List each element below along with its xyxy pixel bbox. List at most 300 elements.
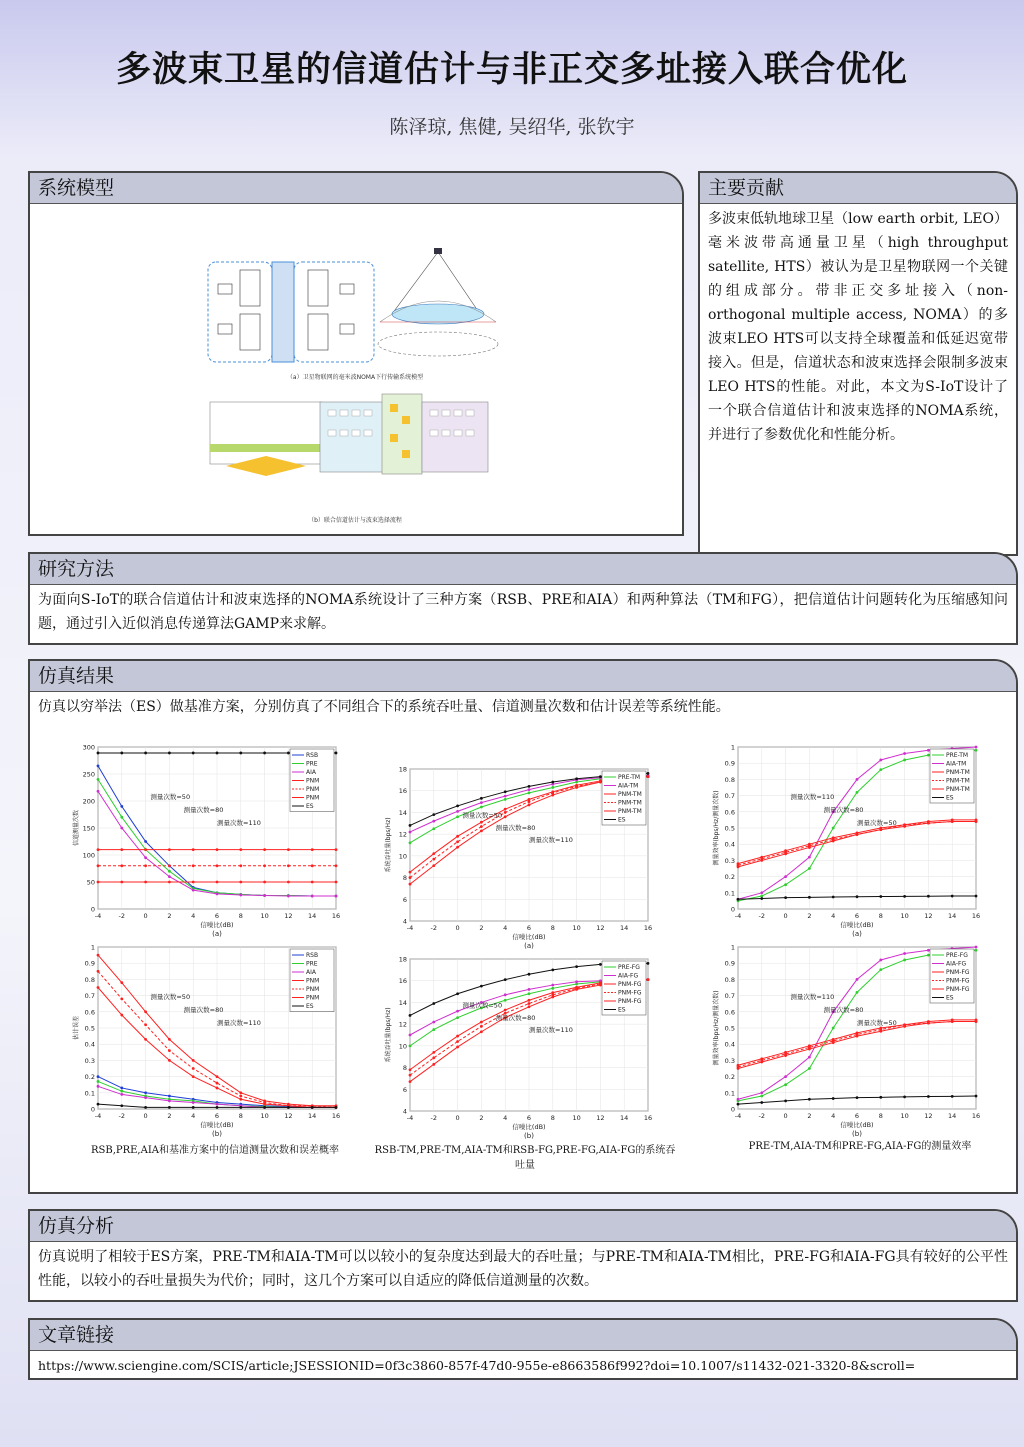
y-tick-label: 0.8	[724, 975, 735, 984]
legend-label: PRE-FG	[946, 952, 968, 959]
data-point	[975, 749, 978, 752]
data-point	[456, 815, 459, 818]
x-axis-label: 信噪比(dB)	[512, 1123, 546, 1131]
data-point	[784, 853, 787, 856]
data-point	[784, 883, 787, 886]
x-tick-label: 8	[238, 1112, 243, 1120]
data-point	[879, 1030, 882, 1033]
annotation-label: 测量次数=50	[150, 792, 191, 801]
results-text: 仿真以穷举法（ES）做基准方案，分别仿真了不同组合下的系统吞吐量、信道测量次数和估计误差等系统性能。	[38, 699, 730, 715]
contributions-text: 多波束低轨地球卫星（low earth orbit, LEO）毫米波带高通量卫星（high throughput satellite, HTS）被认为是卫星物联网一个关键的组成部分。带非正交多址接入（non-orthogonal multiple access, NOMA）的多波束LEO HTS可以支持全球覆盖和低延迟宽带接入。但是，信道状态和波束选择会限制多波束LEO HTS的性能。对此，本文为S-IoT设计了一个联合信道估计和波束选择的NOMA系统，并进行了参数优化和性能分析。	[708, 211, 1008, 443]
data-point	[760, 859, 763, 862]
data-point	[144, 840, 147, 843]
y-tick-label: 0.6	[724, 808, 735, 817]
x-tick-label: 4	[503, 1114, 508, 1122]
data-point	[927, 754, 930, 757]
results-heading: 仿真结果	[30, 661, 1016, 692]
x-tick-label: 4	[831, 1112, 836, 1120]
data-point	[856, 895, 859, 898]
x-tick-label: 12	[284, 1112, 293, 1120]
legend-label: PNM-FG	[946, 977, 970, 985]
chart-throughput-fg	[382, 951, 662, 1141]
data-point	[647, 772, 650, 775]
y-tick-label: 0.4	[724, 840, 735, 849]
data-point	[216, 881, 219, 884]
authors: 陈泽琼, 焦健, 吴绍华, 张钦宇	[389, 116, 635, 138]
data-point	[144, 881, 147, 884]
data-point	[120, 1090, 123, 1093]
x-axis-label: 信噪比(dB)	[512, 933, 546, 941]
data-point	[879, 768, 882, 771]
data-point	[432, 852, 435, 855]
x-tick-label: 2	[167, 912, 172, 920]
data-point	[480, 825, 483, 828]
data-point	[311, 864, 314, 867]
data-point	[168, 1059, 171, 1062]
legend-label: PNM-FG	[618, 981, 642, 988]
subfigure-label: (a)	[852, 930, 862, 938]
data-point	[311, 848, 314, 851]
data-point	[432, 858, 435, 861]
data-point	[528, 973, 531, 976]
data-point	[480, 821, 483, 824]
data-point	[239, 848, 242, 851]
method-heading: 研究方法	[30, 554, 1016, 585]
x-tick-label: -2	[118, 912, 126, 920]
y-axis-label: 信道测量次数	[73, 809, 80, 847]
data-point	[975, 895, 978, 898]
y-tick-label: 6	[402, 1085, 407, 1094]
data-point	[760, 1091, 763, 1094]
legend-label: PNM-FG	[618, 998, 642, 1005]
data-point	[239, 864, 242, 867]
data-point	[97, 954, 100, 957]
fig-b-caption: （b）联合信道估计与波束选择流程	[308, 517, 402, 524]
data-point	[97, 765, 100, 768]
y-tick-label: 12	[398, 830, 407, 839]
annotation-label: 测量次数=80	[183, 1005, 224, 1014]
data-point	[528, 791, 531, 794]
x-tick-label: 12	[284, 912, 293, 920]
legend-label: PNM-FG	[618, 989, 642, 997]
x-axis-label: 信噪比(dB)	[840, 1121, 874, 1129]
data-point	[504, 798, 507, 801]
data-point	[975, 820, 978, 823]
data-point	[528, 1002, 531, 1005]
annotation-label: 测量次数=50	[462, 1001, 503, 1010]
legend-label: RSB	[306, 952, 319, 959]
y-tick-label: 12	[398, 1020, 407, 1029]
data-point	[927, 1095, 930, 1098]
legend-label: PNM-TM	[946, 786, 970, 793]
data-point	[951, 1095, 954, 1098]
y-tick-label: 0	[730, 905, 735, 914]
data-point	[144, 1106, 147, 1109]
data-point	[287, 864, 290, 867]
data-point	[504, 993, 507, 996]
annotation-label: 测量次数=80	[823, 805, 864, 814]
x-tick-label: 4	[191, 912, 196, 920]
y-tick-label: 100	[82, 851, 95, 860]
annotation-label: 测量次数=50	[150, 992, 191, 1001]
data-point	[120, 881, 123, 884]
y-tick-label: 0.5	[84, 1024, 95, 1033]
caption-mid: RSB-TM,PRE-TM,AIA-TM和RSB-FG,PRE-FG,AIA-FG的系统吞吐量	[374, 1145, 676, 1171]
data-point	[97, 970, 100, 973]
data-point	[737, 865, 740, 868]
y-tick-label: 8	[402, 1064, 407, 1073]
data-point	[879, 959, 882, 962]
data-point	[551, 996, 554, 999]
legend-label: ES	[306, 1003, 314, 1010]
data-point	[456, 846, 459, 849]
y-tick-label: 0.8	[84, 975, 95, 984]
data-point	[97, 986, 100, 989]
legend-label: PNM-TM	[618, 799, 642, 807]
data-point	[216, 1075, 219, 1078]
data-point	[432, 864, 435, 867]
legend-label: RSB	[306, 752, 319, 759]
x-tick-label: 0	[783, 912, 788, 920]
data-point	[504, 1009, 507, 1012]
data-point	[409, 824, 412, 827]
x-tick-label: 14	[308, 1112, 317, 1120]
x-tick-label: 16	[971, 1112, 981, 1120]
data-point	[97, 790, 100, 793]
legend-label: PNM	[306, 777, 320, 785]
y-tick-label: 16	[398, 787, 407, 796]
data-point	[951, 820, 954, 823]
x-tick-label: 2	[479, 924, 484, 932]
data-point	[480, 829, 483, 832]
data-point	[97, 1075, 100, 1078]
data-point	[480, 985, 483, 988]
data-point	[432, 1063, 435, 1066]
data-point	[432, 820, 435, 823]
data-point	[856, 978, 859, 981]
poster-title: 多波束卫星的信道估计与非正交多址接入联合优化	[115, 50, 908, 90]
x-tick-label: 2	[807, 912, 812, 920]
data-point	[192, 1059, 195, 1062]
chart-error	[70, 939, 350, 1139]
data-point	[784, 875, 787, 878]
data-point	[120, 752, 123, 755]
data-point	[432, 1056, 435, 1059]
data-point	[409, 1080, 412, 1083]
data-point	[239, 881, 242, 884]
y-axis-label: 估计误差	[73, 1015, 80, 1041]
subfigure-label: (b)	[852, 1130, 862, 1138]
data-point	[168, 881, 171, 884]
legend-label: AIA-FG	[946, 960, 967, 968]
data-point	[192, 1075, 195, 1078]
x-tick-label: -4	[406, 924, 414, 932]
y-tick-label: 18	[398, 765, 407, 774]
data-point	[784, 1075, 787, 1078]
data-point	[975, 746, 978, 749]
data-point	[168, 752, 171, 755]
analysis-text: 仿真说明了相较于ES方案，PRE-TM和AIA-TM可以以较小的复杂度达到最大的吞吐量；与PRE-TM和AIA-TM相比，PRE-FG和AIA-FG具有较好的公平性性能，以较小的吞吐量损失为代价；同时，这几个方案可以自适应的降低信道测量的次数。	[38, 1249, 1008, 1289]
data-point	[263, 864, 266, 867]
data-point	[808, 1067, 811, 1070]
x-tick-label: 14	[620, 924, 629, 932]
x-axis-label: 信噪比(dB)	[200, 921, 234, 929]
data-point	[432, 827, 435, 830]
data-point	[456, 1010, 459, 1013]
data-point	[504, 795, 507, 798]
annotation-label: 测量次数=110	[217, 1018, 261, 1027]
data-point	[120, 827, 123, 830]
data-point	[97, 1085, 100, 1088]
data-point	[216, 892, 219, 895]
data-point	[951, 895, 954, 898]
legend-label: PNM-FG	[946, 986, 970, 993]
x-tick-label: 12	[596, 924, 605, 932]
data-point	[168, 1049, 171, 1052]
data-point	[168, 870, 171, 873]
data-point	[192, 881, 195, 884]
data-point	[287, 895, 290, 898]
y-tick-label: 200	[82, 797, 95, 806]
data-point	[120, 1014, 123, 1017]
x-tick-label: 14	[948, 912, 957, 920]
annotation-label: 测量次数=110	[529, 1025, 573, 1034]
data-point	[335, 1106, 338, 1109]
y-tick-label: 0.1	[724, 889, 735, 898]
x-tick-label: -2	[758, 1112, 766, 1120]
data-point	[239, 1095, 242, 1098]
fig-a-caption: （a）卫星物联网的毫米波NOMA下行传输系统模型	[286, 374, 424, 381]
legend-label: PNM	[306, 786, 320, 793]
legend-label: PNM	[306, 986, 320, 993]
data-point	[263, 848, 266, 851]
data-point	[192, 864, 195, 867]
data-point	[575, 777, 578, 780]
data-point	[599, 984, 602, 987]
data-point	[480, 801, 483, 804]
contributions-panel	[698, 171, 1018, 556]
data-point	[239, 752, 242, 755]
data-point	[239, 1106, 242, 1109]
data-point	[263, 1103, 266, 1106]
data-point	[192, 1101, 195, 1104]
legend-label: PNM	[306, 794, 320, 802]
data-point	[903, 752, 906, 755]
data-point	[575, 786, 578, 789]
data-point	[927, 949, 930, 952]
x-tick-label: 10	[572, 924, 581, 932]
data-point	[409, 1044, 412, 1047]
data-point	[192, 1106, 195, 1109]
x-tick-label: -2	[430, 1114, 438, 1122]
legend-label: PNM-TM	[946, 769, 970, 776]
data-point	[456, 1040, 459, 1043]
x-tick-label: 0	[455, 924, 460, 932]
data-point	[432, 1002, 435, 1005]
data-point	[456, 1035, 459, 1038]
x-tick-label: 6	[854, 1112, 860, 1120]
data-point	[144, 1096, 147, 1099]
data-point	[528, 788, 531, 791]
legend-label: PNM-TM	[618, 808, 642, 815]
link-heading: 文章链接	[30, 1320, 1016, 1351]
annotation-label: 测量次数=50	[857, 1018, 897, 1027]
data-point	[480, 797, 483, 800]
annotation-label: 测量次数=110	[790, 992, 835, 1001]
data-point	[808, 1056, 811, 1059]
data-point	[832, 827, 835, 830]
legend-label: PNM-TM	[946, 777, 970, 785]
data-point	[856, 791, 859, 794]
y-tick-label: 0.6	[84, 1008, 95, 1017]
x-tick-label: -4	[734, 1112, 742, 1120]
data-point	[216, 1087, 219, 1090]
data-point	[120, 848, 123, 851]
y-tick-label: 0.4	[84, 1040, 95, 1049]
legend-label: PRE-TM	[946, 752, 969, 759]
y-axis-label: 系统吞吐量(bps/Hz)	[385, 817, 392, 873]
y-tick-label: 300	[82, 743, 95, 752]
data-point	[192, 889, 195, 892]
data-point	[975, 1095, 978, 1098]
annotation-label: 测量次数=110	[217, 818, 261, 827]
data-point	[808, 846, 811, 849]
data-point	[808, 1098, 811, 1101]
y-tick-label: 4	[402, 917, 407, 926]
data-point	[575, 980, 578, 983]
data-point	[120, 1104, 123, 1107]
data-point	[504, 999, 507, 1002]
annotation-label: 测量次数=80	[823, 1005, 864, 1014]
y-tick-label: 1	[90, 943, 95, 952]
data-point	[97, 881, 100, 884]
data-point	[528, 988, 531, 991]
analysis-heading: 仿真分析	[30, 1211, 1016, 1242]
x-tick-label: 8	[878, 912, 883, 920]
x-tick-label: 10	[572, 1114, 581, 1122]
data-point	[216, 752, 219, 755]
data-point	[287, 752, 290, 755]
data-point	[879, 1096, 882, 1099]
data-point	[903, 759, 906, 762]
chart-throughput-tm	[382, 761, 662, 951]
x-tick-label: 12	[924, 1112, 933, 1120]
subfigure-label: (b)	[212, 1130, 222, 1138]
data-point	[409, 1034, 412, 1037]
annotation-label: 测量次数=50	[857, 818, 897, 827]
y-tick-label: 0.7	[724, 792, 735, 801]
system-model-heading: 系统模型	[30, 173, 682, 204]
y-tick-label: 4	[402, 1107, 407, 1116]
data-point	[287, 848, 290, 851]
y-tick-label: 16	[398, 977, 407, 986]
x-tick-label: 12	[596, 1114, 605, 1122]
data-point	[951, 1020, 954, 1023]
data-point	[528, 803, 531, 806]
data-point	[144, 856, 147, 859]
x-tick-label: 0	[455, 1114, 460, 1122]
data-point	[808, 896, 811, 899]
y-tick-label: 1	[730, 943, 735, 952]
data-point	[120, 805, 123, 808]
x-tick-label: 10	[900, 1112, 909, 1120]
data-point	[456, 992, 459, 995]
data-point	[784, 1054, 787, 1057]
y-tick-label: 0.4	[724, 1040, 735, 1049]
data-point	[927, 895, 930, 898]
data-point	[120, 997, 123, 1000]
y-tick-label: 18	[398, 955, 407, 964]
legend-label: PNM	[306, 994, 320, 1002]
x-tick-label: 6	[214, 1112, 220, 1120]
y-axis-label: 系统吞吐量(bps/Hz)	[385, 1007, 392, 1063]
x-tick-label: 10	[260, 912, 269, 920]
y-tick-label: 0.7	[724, 992, 735, 1001]
data-point	[903, 825, 906, 828]
data-point	[760, 895, 763, 898]
data-point	[760, 897, 763, 900]
data-point	[808, 856, 811, 859]
data-point	[97, 752, 100, 755]
article-link[interactable]: https://www.sciengine.com/SCIS/article;JSESSIONID=0f3c3860-857f-47d0-955e-e8663586f992?doi=10.1007/s11432-021-3320-8&scroll=	[38, 1358, 916, 1373]
data-point	[263, 1106, 266, 1109]
data-point	[263, 752, 266, 755]
data-point	[856, 1035, 859, 1038]
y-tick-label: 0.9	[84, 959, 95, 968]
y-tick-label: 0.2	[724, 873, 735, 882]
y-tick-label: 0	[90, 905, 95, 914]
y-tick-label: 0.6	[724, 1008, 735, 1017]
data-point	[480, 1025, 483, 1028]
data-point	[832, 1027, 835, 1030]
legend-label: ES	[618, 816, 626, 824]
data-point	[168, 1095, 171, 1098]
data-point	[432, 813, 435, 816]
y-tick-label: 0.9	[724, 959, 735, 968]
data-point	[480, 1030, 483, 1033]
link-panel	[28, 1318, 1018, 1380]
data-point	[737, 1098, 740, 1101]
data-point	[120, 864, 123, 867]
legend-label: PRE	[306, 960, 318, 968]
y-tick-label: 0.3	[724, 1056, 735, 1065]
data-point	[504, 808, 507, 811]
data-point	[927, 749, 930, 752]
legend-label: ES	[946, 994, 954, 1002]
y-axis-label: 测量效率(bps/Hz/测量次数)	[713, 990, 720, 1066]
data-point	[335, 895, 338, 898]
x-tick-label: -2	[430, 924, 438, 932]
data-point	[480, 806, 483, 809]
data-point	[97, 1080, 100, 1083]
chart-measurements	[70, 739, 350, 939]
x-tick-label: 6	[214, 912, 220, 920]
data-point	[879, 828, 882, 831]
data-point	[760, 1101, 763, 1104]
legend-label: PRE-FG	[618, 964, 640, 971]
x-tick-label: 16	[331, 1112, 341, 1120]
y-tick-label: 0.5	[724, 1024, 735, 1033]
chart-efficiency-fg	[710, 939, 990, 1139]
data-point	[168, 864, 171, 867]
data-point	[551, 987, 554, 990]
legend-label: ES	[306, 803, 314, 810]
data-point	[144, 752, 147, 755]
data-point	[216, 1082, 219, 1085]
x-tick-label: 16	[643, 1114, 653, 1122]
x-tick-label: 8	[878, 1112, 883, 1120]
data-point	[409, 1074, 412, 1077]
